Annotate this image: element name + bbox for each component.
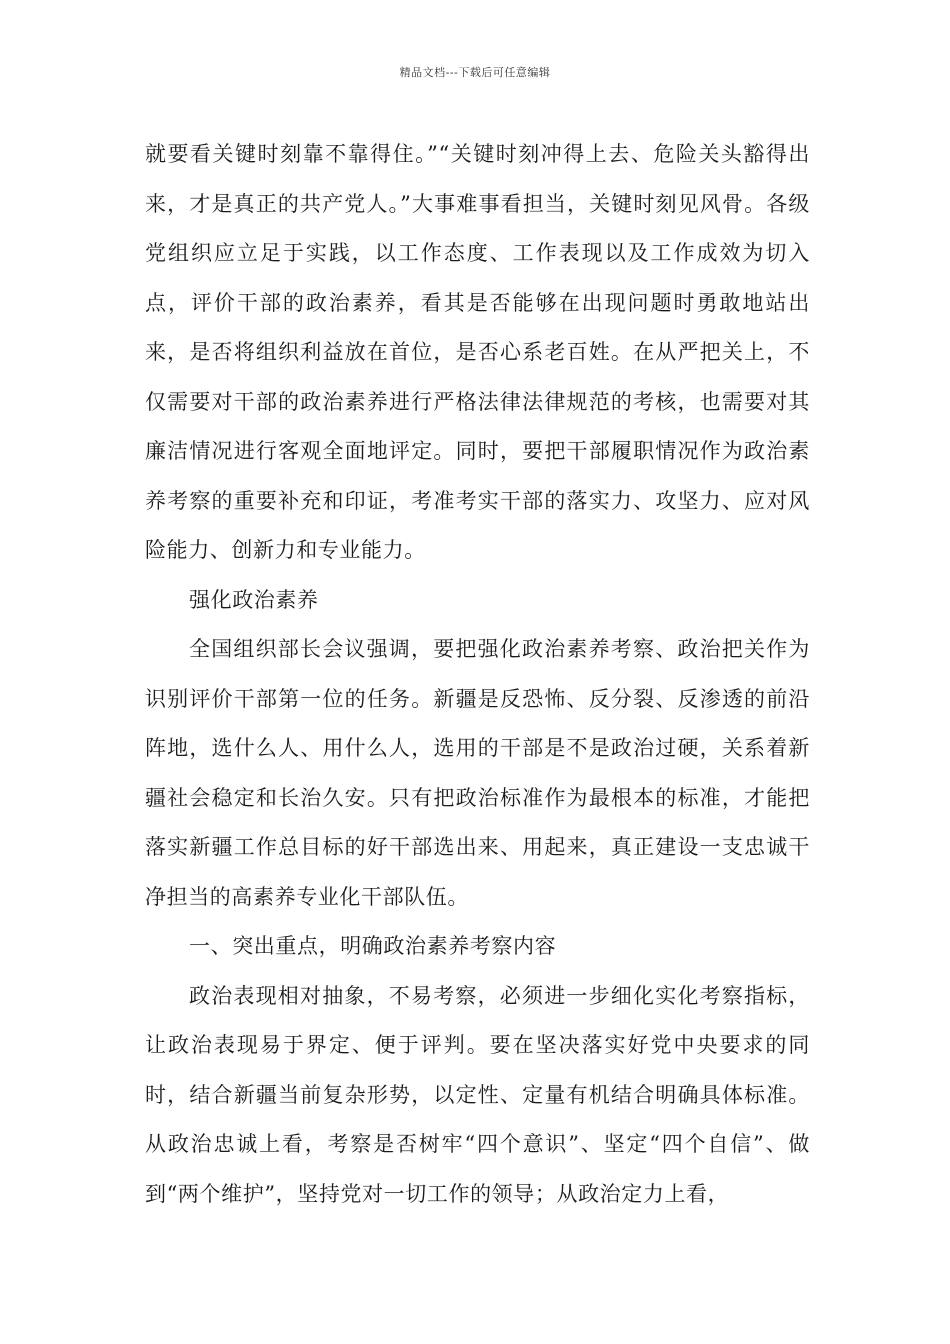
- document-body: [145, 130, 810, 1219]
- paragraph-continuation: 就要看关键时刻靠不靠得住。”“关键时刻冲得上去、危险关头豁得出来，才是真正的共产党人。”大事难事看担当，关键时刻见风骨。各级党组织应立足于实践，以工作态度、工作表现以及工作成效为切入点，评价干部的政治素养，看其是否能够在出现问题时勇敢地站出来，是否将组织利益放在首位，是否心系老百姓。在从严把关上，不仅需要对干部的政治素养进行严格法律法律规范的考核，也需要对其廉洁情况进行客观全面地评定。同时，要把干部履职情况作为政治素养考察的重要补充和印证，考准考实干部的落实力、攻坚力、应对风险能力、创新力和专业能力。: [145, 142, 810, 562]
- section-heading: 强化政治素养: [189, 587, 319, 612]
- paragraph: 全国组织部长会议强调，要把强化政治素养考察、政治把关作为识别评价干部第一位的任务。新疆是反恐怖、反分裂、反渗透的前沿阵地，选什么人、用什么人，选用的干部是不是政治过硬，关系着新疆社会稳定和长治久安。只有把政治标准作为最根本的标准，才能把落实新疆工作总目标的好干部选出来、用起来，真正建设一支忠诚干净担当的高素养专业化干部队伍。: [145, 637, 810, 909]
- paragraph: 政治表现相对抽象，不易考察，必须进一步细化实化考察指标，让政治表现易于界定、便于评判。要在坚决落实好党中央要求的同时，结合新疆当前复杂形势，以定性、定量有机结合明确具体标准。从政治忠诚上看，考察是否树牢“四个意识”、坚定“四个自信”、做到“两个维护”，坚持党对一切工作的领导；从政治定力上看，: [145, 983, 810, 1206]
- page-header: 精品文档---下载后可任意编辑: [399, 66, 551, 79]
- subsection-heading: 一、突出重点，明确政治素养考察内容: [189, 934, 557, 958]
